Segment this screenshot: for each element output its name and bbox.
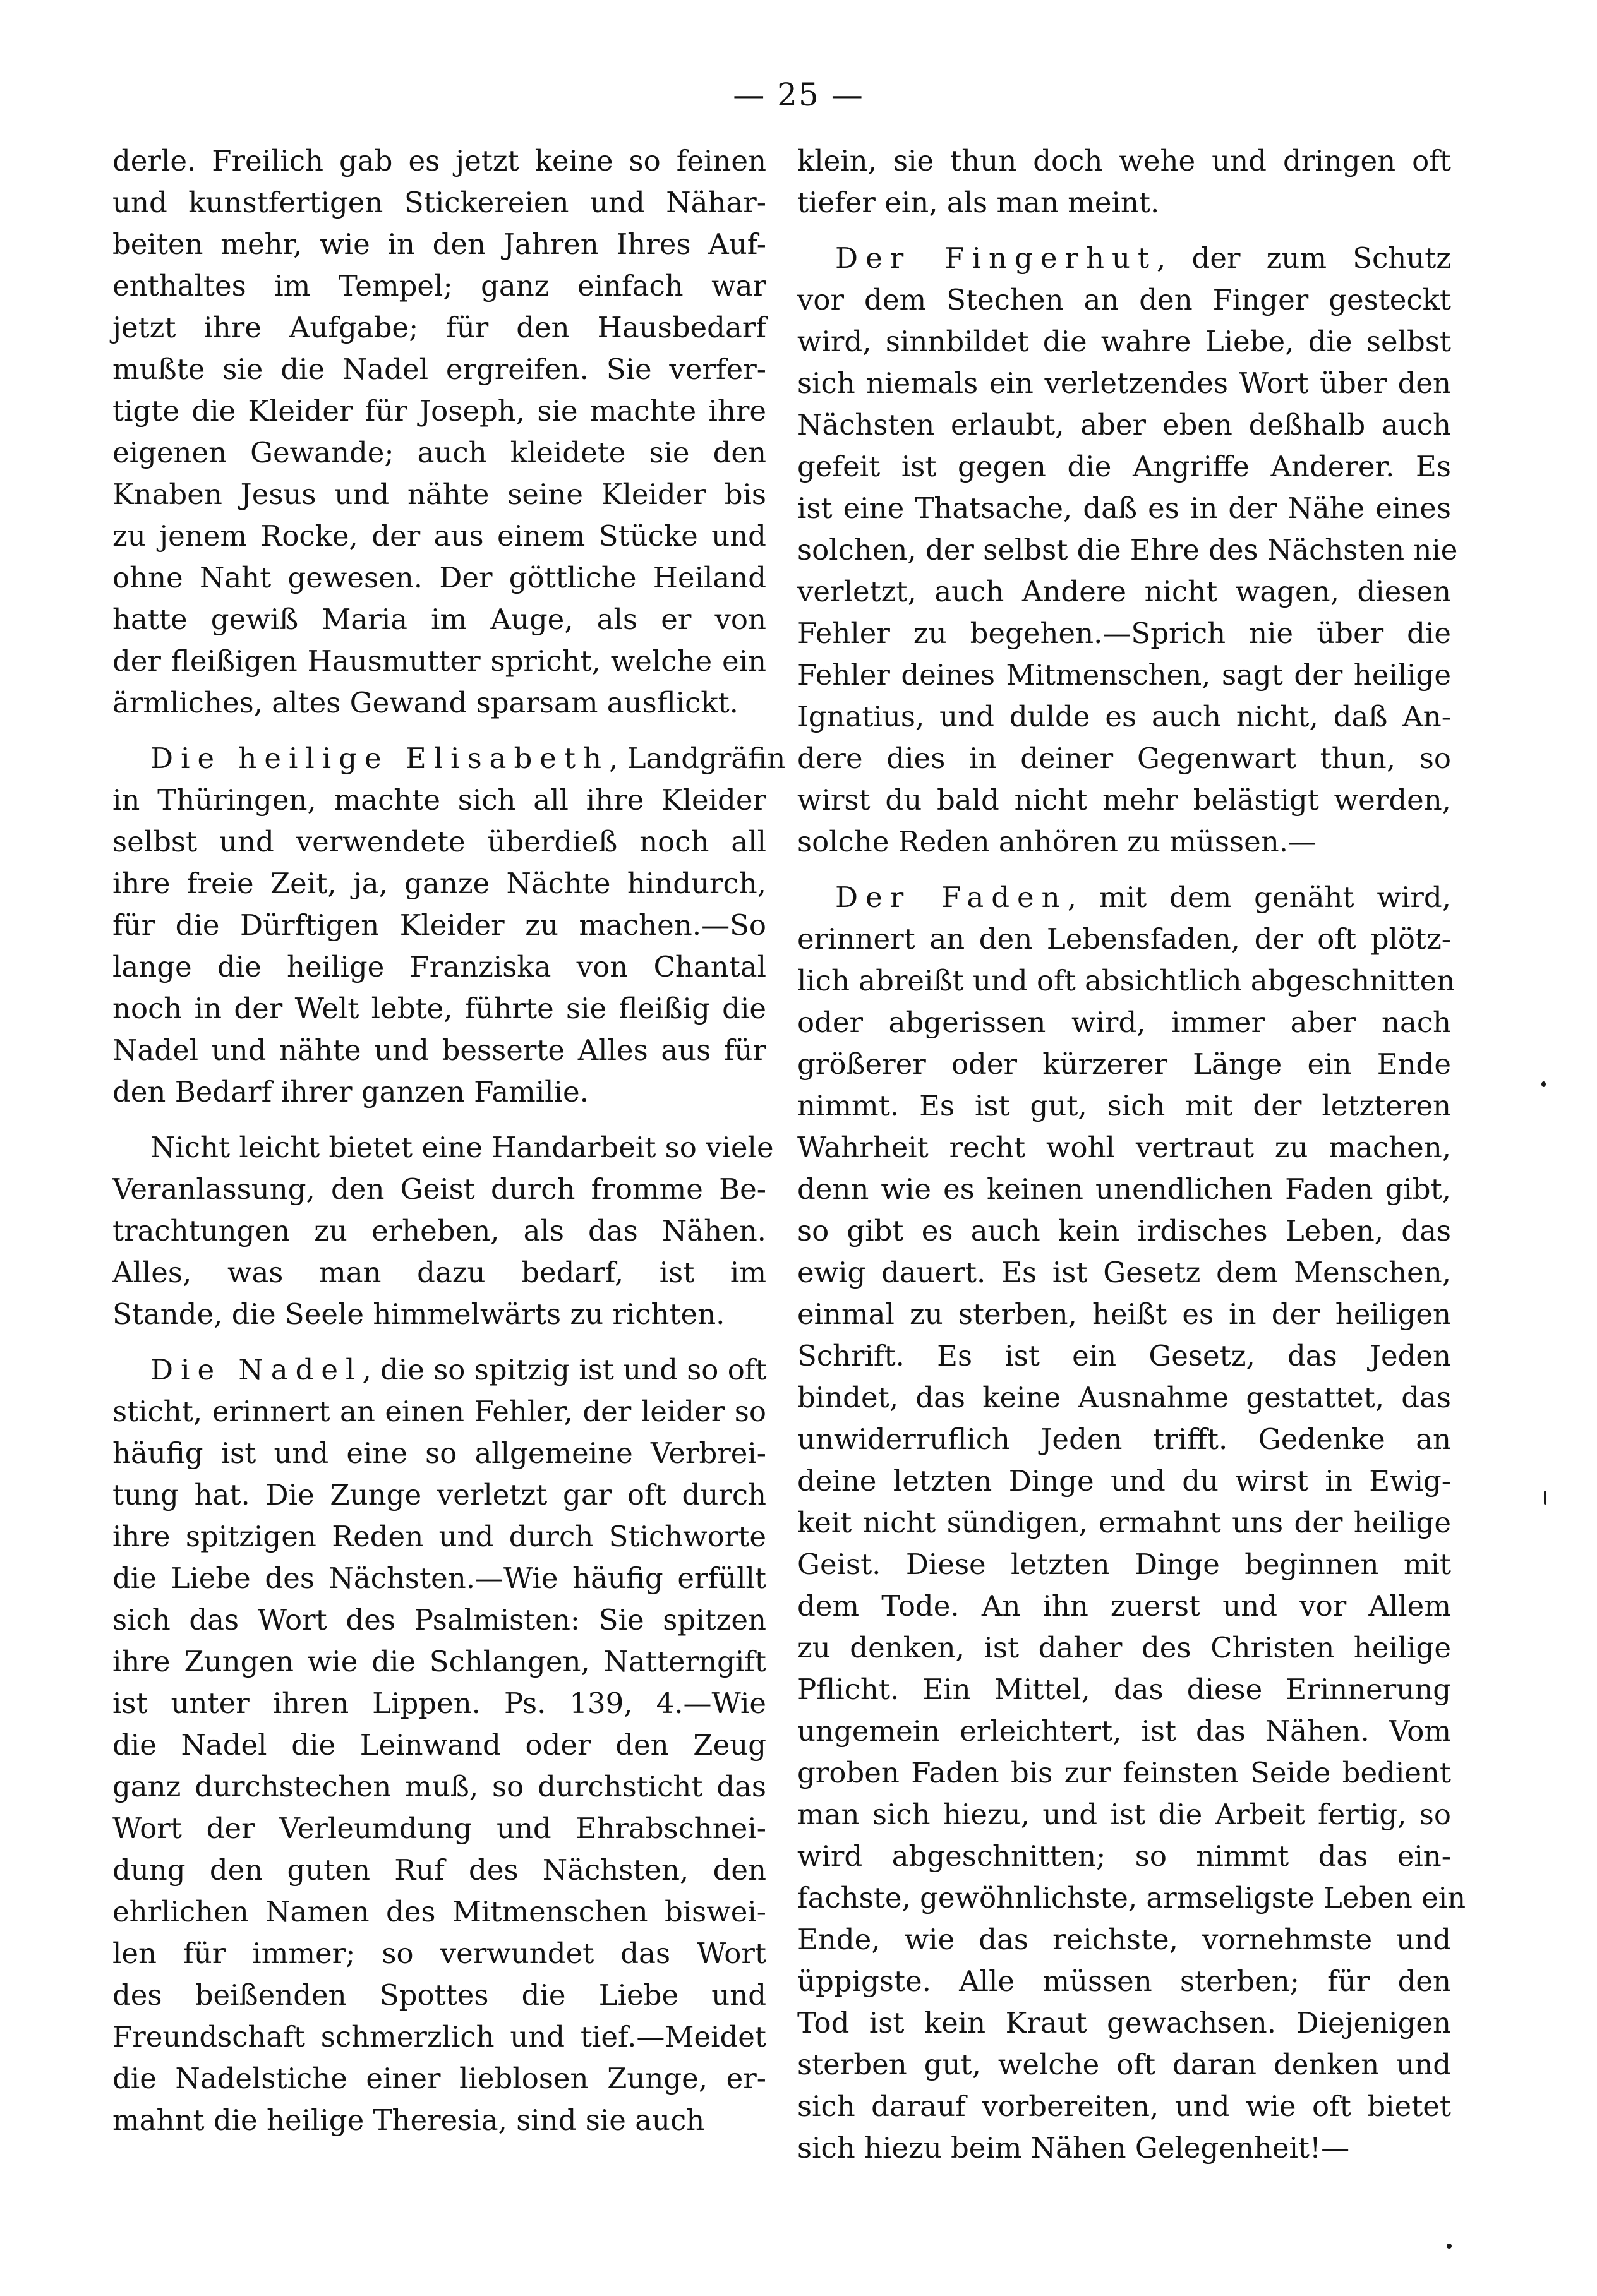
page-number: — 25 — xyxy=(733,76,864,113)
text-line: die Liebe des Nächsten.—Wie häufig erfüllt xyxy=(112,1561,766,1595)
text-line: Nächsten erlaubt, aber eben deßhalb auch xyxy=(797,408,1451,442)
text-line: Der Faden, mit dem genäht wird, xyxy=(835,881,1451,914)
text-line: ihre spitzigen Reden und durch Stichworte xyxy=(112,1520,766,1553)
text-line: noch in der Welt lebte, führte sie fleißig die xyxy=(112,992,766,1025)
text-line: dung den guten Ruf des Nächsten, den xyxy=(112,1853,766,1887)
margin-speck xyxy=(1544,1491,1546,1505)
text-line: einmal zu sterben, heißt es in der heiligen xyxy=(797,1297,1451,1331)
text-line: eigenen Gewande; auch kleidete sie den xyxy=(112,436,766,469)
text-line: nimmt. Es ist gut, sich mit der letzteren xyxy=(797,1089,1451,1122)
text-line: sich hiezu beim Nähen Gelegenheit!— xyxy=(797,2131,1350,2165)
margin-speck xyxy=(1447,2244,1452,2249)
text-line: dem Tode. An ihn zuerst und vor Allem xyxy=(797,1589,1451,1623)
text-line: ist eine Thatsache, daß es in der Nähe eines xyxy=(797,491,1451,525)
text-line: ganz durchstechen muß, so durchsticht das xyxy=(112,1770,766,1803)
text-line: größerer oder kürzerer Länge ein Ende xyxy=(797,1047,1451,1081)
text-line: vor dem Stechen an den Finger gesteckt xyxy=(797,283,1451,316)
text-line: verletzt, auch Andere nicht wagen, diesen xyxy=(797,575,1451,608)
text-line: ohne Naht gewesen. Der göttliche Heiland xyxy=(112,561,766,594)
text-line: enthaltes im Tempel; ganz einfach war xyxy=(112,269,766,303)
text-line: sich das Wort des Psalmisten: Sie spitzen xyxy=(112,1603,766,1637)
text-line: fachste, gewöhnlichste, armseligste Leben ein xyxy=(797,1881,1466,1914)
text-line: sticht, erinnert an einen Fehler, der leider so xyxy=(112,1395,766,1428)
text-line: klein, sie thun doch wehe und dringen oft xyxy=(797,144,1451,177)
text-line: tung hat. Die Zunge verletzt gar oft durch xyxy=(112,1478,766,1512)
text-line: trachtungen zu erheben, als das Nähen. xyxy=(112,1214,766,1247)
text-line: Nicht leicht bietet eine Handarbeit so viele xyxy=(150,1131,774,1164)
text-line: gefeit ist gegen die Angriffe Anderer. Es xyxy=(797,450,1451,483)
text-line: Freundschaft schmerzlich und tief.—Meidet xyxy=(112,2020,766,2053)
text-line: mahnt die heilige Theresia, sind sie auch xyxy=(112,2103,705,2137)
text-line: Tod ist kein Kraut gewachsen. Diejenigen xyxy=(797,2006,1451,2040)
paragraph-gap xyxy=(112,1335,766,1349)
text-line: erinnert an den Lebensfaden, der oft plötz- xyxy=(797,922,1451,956)
text-line: beiten mehr, wie in den Jahren Ihres Auf- xyxy=(112,227,766,261)
paragraph-gap xyxy=(797,224,1451,237)
text-line: die Nadel die Leinwand oder den Zeug xyxy=(112,1728,766,1762)
text-line: sterben gut, welche oft daran denken und xyxy=(797,2048,1451,2081)
text-line: ihre Zungen wie die Schlangen, Natterngift xyxy=(112,1645,766,1678)
text-line: bindet, das keine Ausnahme gestattet, das xyxy=(797,1381,1451,1414)
text-line: Alles, was man dazu bedarf, ist im xyxy=(112,1256,766,1289)
text-line: oder abgerissen wird, immer aber nach xyxy=(797,1006,1451,1039)
text-line: tiefer ein, als man meint. xyxy=(797,186,1160,219)
text-line: Ende, wie das reichste, vornehmste und xyxy=(797,1923,1451,1956)
text-line: ungemein erleichtert, ist das Nähen. Vom xyxy=(797,1714,1451,1748)
paragraph-gap xyxy=(112,724,766,738)
text-line: Wahrheit recht wohl vertraut zu machen, xyxy=(797,1131,1451,1164)
text-line: man sich hiezu, und ist die Arbeit fertig, so xyxy=(797,1798,1451,1831)
text-line: den Bedarf ihrer ganzen Familie. xyxy=(112,1075,589,1109)
text-line: so gibt es auch kein irdisches Leben, das xyxy=(797,1214,1451,1247)
text-line: selbst und verwendete überdieß noch all xyxy=(112,825,766,858)
text-line: deine letzten Dinge und du wirst in Ewig- xyxy=(797,1464,1451,1498)
text-line: ist unter ihren Lippen. Ps. 139, 4.—Wie xyxy=(112,1686,766,1720)
left-column xyxy=(112,140,786,2141)
text-line: Fehler deines Mitmenschen, sagt der heilige xyxy=(797,658,1451,692)
text-line: unwiderruflich Jeden trifft. Gedenke an xyxy=(797,1422,1451,1456)
text-line: sich niemals ein verletzendes Wort über den xyxy=(797,366,1451,400)
text-line: Veranlassung, den Geist durch fromme Be- xyxy=(112,1172,766,1206)
text-line: in Thüringen, machte sich all ihre Kleider xyxy=(112,783,766,817)
text-line: Knaben Jesus und nähte seine Kleider bis xyxy=(112,478,766,511)
text-line: der fleißigen Hausmutter spricht, welche ein xyxy=(112,644,766,678)
text-line: ärmliches, altes Gewand sparsam ausflickt. xyxy=(112,686,738,719)
text-line: denn wie es keinen unendlichen Faden gibt, xyxy=(797,1172,1451,1206)
text-line: len für immer; so verwundet das Wort xyxy=(112,1937,766,1970)
text-line: mußte sie die Nadel ergreifen. Sie verfer- xyxy=(112,352,766,386)
text-line: hatte gewiß Maria im Auge, als er von xyxy=(112,603,766,636)
text-line: sich darauf vorbereiten, und wie oft bietet xyxy=(797,2089,1451,2123)
text-line: tigte die Kleider für Joseph, sie machte ihre xyxy=(112,394,766,428)
text-line: für die Dürftigen Kleider zu machen.—So xyxy=(112,908,766,942)
text-line: keit nicht sündigen, ermahnt uns der heilige xyxy=(797,1506,1451,1539)
text-line: zu jenem Rocke, der aus einem Stücke und xyxy=(112,519,766,553)
text-line: Fehler zu begehen.—Sprich nie über die xyxy=(797,616,1451,650)
text-line: derle. Freilich gab es jetzt keine so feinen xyxy=(112,144,766,177)
right-column xyxy=(797,140,1466,2169)
text-line: zu denken, ist daher des Christen heilige xyxy=(797,1631,1451,1664)
text-line: Der Fingerhut, der zum Schutz xyxy=(835,241,1451,275)
text-line: Schrift. Es ist ein Gesetz, das Jeden xyxy=(797,1339,1451,1373)
text-line: lange die heilige Franziska von Chantal xyxy=(112,950,766,983)
text-line: Stande, die Seele himmelwärts zu richten. xyxy=(112,1297,725,1331)
text-line: ewig dauert. Es ist Gesetz dem Menschen, xyxy=(797,1256,1451,1289)
text-line: jetzt ihre Aufgabe; für den Hausbedarf xyxy=(112,311,766,344)
text-line: und kunstfertigen Stickereien und Nähar- xyxy=(112,186,766,219)
text-line: groben Faden bis zur feinsten Seide bedient xyxy=(797,1756,1451,1789)
text-line: wird, sinnbildet die wahre Liebe, die selbst xyxy=(797,325,1451,358)
text-line: wirst du bald nicht mehr belästigt werden, xyxy=(797,783,1451,817)
text-line: Die Nadel, die so spitzig ist und so oft xyxy=(150,1353,767,1386)
text-line: des beißenden Spottes die Liebe und xyxy=(112,1978,766,2012)
text-line: Nadel und nähte und besserte Alles aus für xyxy=(112,1033,766,1067)
text-line: die Nadelstiche einer lieblosen Zunge, er- xyxy=(112,2062,766,2095)
text-line: Pflicht. Ein Mittel, das diese Erinnerung xyxy=(797,1673,1451,1706)
text-line: ehrlichen Namen des Mitmenschen biswei- xyxy=(112,1895,766,1928)
text-line: Geist. Diese letzten Dinge beginnen mit xyxy=(797,1548,1451,1581)
text-line: ihre freie Zeit, ja, ganze Nächte hindurch, xyxy=(112,867,766,900)
text-line: lich abreißt und oft absichtlich abgeschnitten xyxy=(797,964,1455,997)
text-line: wird abgeschnitten; so nimmt das ein- xyxy=(797,1839,1451,1873)
paragraph-gap xyxy=(112,1113,766,1127)
text-line: solche Reden anhören zu müssen.— xyxy=(797,825,1317,858)
text-line: üppigste. Alle müssen sterben; für den xyxy=(797,1964,1451,1998)
text-line: häufig ist und eine so allgemeine Verbrei- xyxy=(112,1436,766,1470)
text-line: solchen, der selbst die Ehre des Nächsten nie xyxy=(797,533,1458,567)
text-line: Ignatius, und dulde es auch nicht, daß An- xyxy=(797,700,1451,733)
text-line: dere dies in deiner Gegenwart thun, so xyxy=(797,742,1451,775)
margin-speck xyxy=(1541,1081,1546,1087)
paragraph-gap xyxy=(797,863,1451,877)
text-line: Die heilige Elisabeth, Landgräfin xyxy=(150,742,786,775)
text-line: Wort der Verleumdung und Ehrabschnei- xyxy=(112,1812,766,1845)
